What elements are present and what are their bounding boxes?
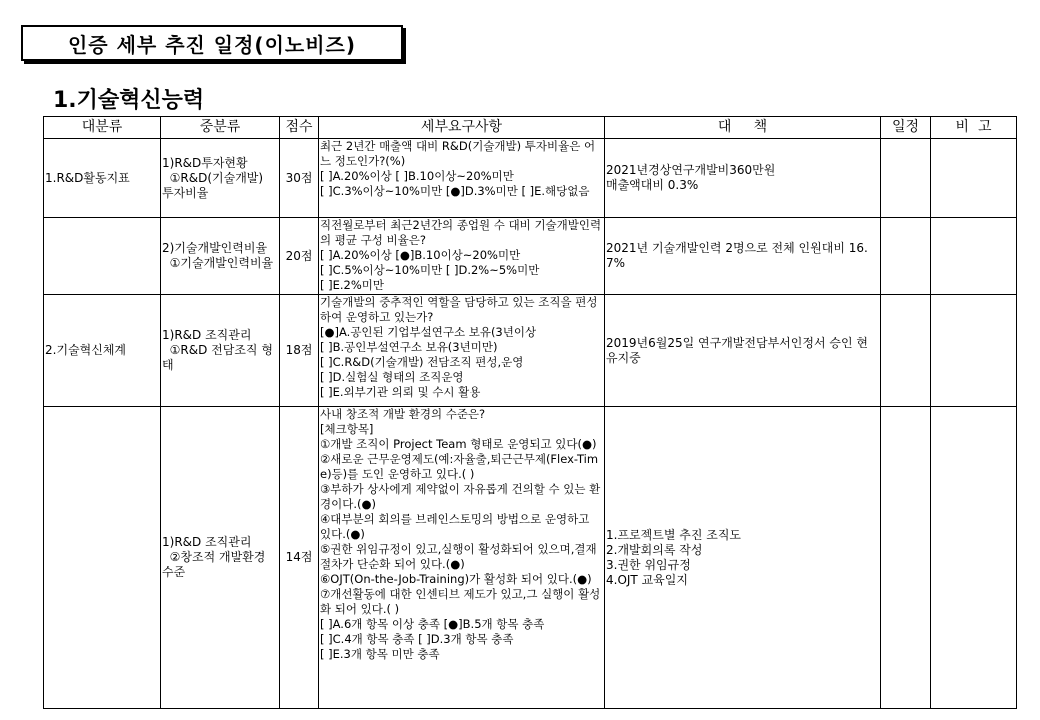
req-line: ⑦개선활동에 대한 인센티브 제도가 있고,그 실행이 활성화 되어 있다.( ): [320, 587, 601, 616]
cell-requirements: [319, 295, 605, 407]
minor-line: 1)R&D 조직관리: [162, 535, 252, 549]
req-line: [ ]E.3개 항목 미만 충족: [320, 647, 440, 661]
req-line: [ ]D.실험실 형태의 조직운영: [320, 370, 464, 384]
req-line: [ ]A.6개 항목 이상 충족 [●]B.5개 항목 충족: [320, 617, 545, 631]
cell-score: 20점: [280, 218, 319, 295]
req-line: [●]A.공인된 기업부설연구소 보유(3년이상: [320, 325, 537, 339]
cell-plan: [605, 218, 881, 295]
req-line: ④대부분의 회의를 브레인스토밍의 방법으로 운영하고 있다.(●): [320, 512, 590, 541]
req-line: ⑤권한 위임규정이 있고,실행이 활성화되어 있으며,결재 절차가 단순화 되어 있다.(●): [320, 542, 597, 571]
header-plan: 대 책: [605, 117, 881, 139]
req-line: 사내 창조적 개발 환경의 수준은?: [320, 407, 486, 421]
table-row: [44, 139, 1017, 218]
minor-line: 1)R&D 조직관리: [162, 328, 252, 342]
cell-major: 1.R&D활동지표: [44, 139, 161, 218]
req-line: ③부하가 상사에게 제약없이 자유롭게 건의할 수 있는 환경이다.(●): [320, 482, 601, 511]
cell-minor: [161, 218, 280, 295]
section-heading: 1.기술혁신능력: [53, 88, 205, 113]
plan-line: 2019년6월25일 연구개발전담부서인정서 승인 현 유지중: [606, 335, 868, 365]
header-major: 대분류: [44, 117, 161, 139]
cell-plan: [605, 295, 881, 407]
minor-line: ①R&D 전담조직 형태: [162, 343, 273, 372]
cell-note: [931, 407, 1017, 709]
plan-line: 매출액대비 0.3%: [606, 178, 699, 192]
minor-line: 1)R&D투자현황: [162, 155, 248, 170]
table-row: [44, 407, 1017, 709]
cell-score: 14점: [280, 407, 319, 709]
req-line: [ ]C.4개 항목 충족 [ ]D.3개 항목 충족: [320, 632, 514, 646]
req-line: [ ]C.5%이상~10%미만 [ ]D.2%~5%미만: [320, 263, 540, 277]
cell-note: [931, 295, 1017, 407]
cell-major: 2.기술혁신체계: [44, 295, 161, 407]
header-schedule: 일정: [881, 117, 931, 139]
cell-schedule: [881, 295, 931, 407]
cell-major: [44, 407, 161, 709]
plan-line: 3.권한 위임규정: [606, 557, 691, 572]
cell-score: 18점: [280, 295, 319, 407]
cell-minor: [161, 407, 280, 709]
cell-note: [931, 139, 1017, 218]
plan-line: 2021년경상연구개발비360만원: [606, 163, 776, 177]
req-line: [ ]C.R&D(기술개발) 전담조직 편성,운영: [320, 355, 524, 369]
header-minor: 중분류: [161, 117, 280, 139]
req-line: [ ]C.3%이상~10%미만 [●]D.3%미만 [ ]E.해당없음: [320, 184, 590, 198]
req-line: [체크항목]: [320, 422, 374, 436]
req-line: [ ]E.외부기관 의뢰 및 수시 활용: [320, 385, 481, 399]
header-score: 점수: [280, 117, 319, 139]
cell-major: [44, 218, 161, 295]
minor-line: ②창조적 개발환경 수준: [162, 550, 270, 579]
cell-schedule: [881, 218, 931, 295]
cell-plan: [605, 407, 881, 709]
document-title: 인증 세부 추진 일정(이노비즈): [21, 25, 403, 61]
plan-line: 4.OJT 교육일지: [606, 572, 688, 587]
header-note: 비 고: [931, 117, 1017, 139]
req-line: ①개발 조직이 Project Team 형태로 운영되고 있다(●): [320, 437, 597, 451]
cell-schedule: [881, 407, 931, 709]
plan-line: 2021년 기술개발인력 2명으로 전체 인원대비 16.7%: [606, 241, 868, 270]
plan-line: 1.프로젝트별 추진 조직도: [606, 527, 741, 542]
minor-line: ①R&D(기술개발) 투자비율: [162, 170, 267, 200]
table-row: [44, 218, 1017, 295]
req-line: 최근 2년간 매출액 대비 R&D(기술개발) 투자비율은 어느 정도인가?(%): [320, 139, 596, 168]
cell-requirements: [319, 139, 605, 218]
req-line: [ ]A.20%이상 [●]B.10이상~20%미만: [320, 248, 521, 262]
cell-score: 30점: [280, 139, 319, 218]
req-line: 직전월로부터 최근2년간의 종업원 수 대비 기술개발인력의 평균 구성 비율은?: [320, 218, 602, 247]
req-line: 기술개발의 중추적인 역할을 담당하고 있는 조직을 편성하여 운영하고 있는가?: [320, 295, 598, 324]
req-line: [ ]E.2%미만: [320, 278, 385, 292]
cell-minor: [161, 295, 280, 407]
req-line: ⑥OJT(On-the-Job-Training)가 활성화 되어 있다.(●): [320, 572, 592, 586]
table-header-row: [44, 117, 1017, 139]
cell-note: [931, 218, 1017, 295]
table-row: [44, 295, 1017, 407]
minor-line: 2)기술개발인력비율: [162, 241, 268, 255]
req-line: [ ]B.공인부설연구소 보유(3년미만): [320, 340, 498, 354]
minor-line: ①기술개발인력비율: [162, 256, 274, 270]
req-line: ②새로운 근무운영제도(예:자율출,퇴근근무제(Flex-Time)등)를 도인 운영하고 있다.( ): [320, 452, 599, 481]
cell-minor: [161, 139, 280, 218]
cell-plan: [605, 139, 881, 218]
schedule-table: [43, 116, 1017, 709]
plan-line: 2.개발회의록 작성: [606, 542, 703, 557]
cell-requirements: [319, 407, 605, 709]
header-requirements: 세부요구사항: [319, 117, 605, 139]
cell-requirements: [319, 218, 605, 295]
cell-schedule: [881, 139, 931, 218]
req-line: [ ]A.20%이상 [ ]B.10이상~20%미만: [320, 169, 514, 183]
